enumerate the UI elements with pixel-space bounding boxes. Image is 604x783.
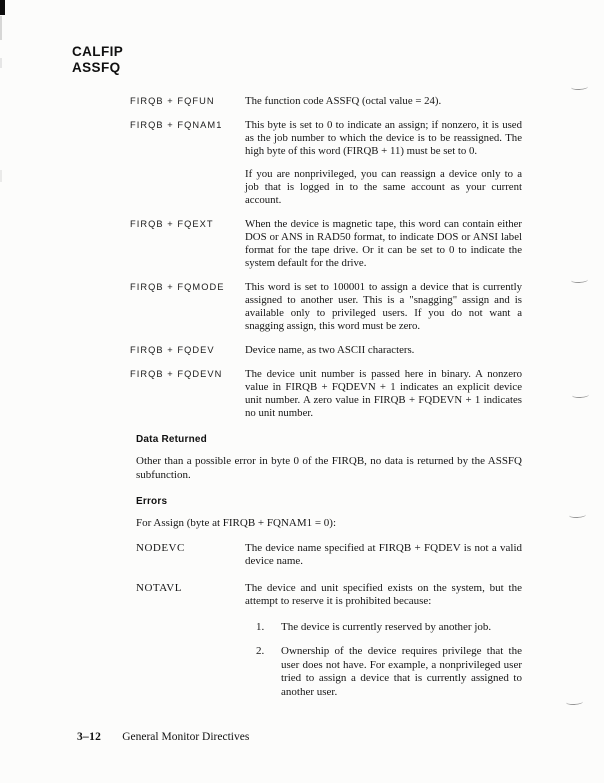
error-paragraph: The device name specified at FIRQB + FQDEV is not a valid device name. — [245, 541, 522, 567]
definition-row — [130, 368, 522, 420]
field-description — [245, 95, 522, 108]
scan-corner-mark — [0, 0, 5, 15]
field-paragraph: This word is set to 100001 to assign a device that is currently assigned to another user. This is a "snagging" assign and is available only to privileged users. If you do not want a snagging assign, this word must be zero. — [245, 281, 522, 332]
field-label: FIRQB + FQFUN — [130, 96, 215, 106]
reason-number: 2. — [256, 645, 265, 657]
field-label: FIRQB + FQDEVN — [130, 369, 223, 379]
field-label: FIRQB + FQEXT — [130, 219, 214, 229]
reason-text: The device is currently reserved by another job. — [281, 620, 492, 633]
scan-edge-streak — [0, 16, 2, 40]
page-curl-mark — [569, 512, 586, 519]
definition-row — [130, 218, 522, 270]
section-heading-data-returned: Data Returned — [136, 434, 207, 445]
field-label: FIRQB + FQNAM1 — [130, 120, 223, 130]
field-paragraph: The device unit number is passed here in binary. A nonzero value in FIRQB + FQDEVN + 1 indicates an explicit device unit number. A zero value in FIRQB + FQDEVN + 1 indicates no unit number. — [245, 368, 522, 419]
reason-list — [245, 621, 522, 700]
reason-item — [245, 621, 522, 635]
field-description — [245, 281, 522, 333]
page-footer — [77, 731, 249, 743]
definition-row — [130, 95, 522, 108]
scan-edge-streak — [0, 58, 2, 68]
page-curl-mark — [571, 84, 588, 91]
field-paragraph: This byte is set to 0 to indicate an assign; if nonzero, it is used as the job number to which the device is to be reassigned. The high byte of this word (FIRQB + 11) must be set to 0. — [245, 119, 522, 157]
field-paragraph: Device name, as two ASCII characters. — [245, 344, 415, 356]
reason-number: 1. — [256, 620, 265, 633]
page-body — [130, 95, 522, 712]
errors-intro: For Assign (byte at FIRQB + FQNAM1 = 0): — [136, 517, 337, 529]
reason-text: Ownership of the device requires privilege that the user does not have. For example, a nonprivileged user tried to assign a device that is currently assigned to another user. — [281, 645, 522, 698]
data-returned-text: Other than a possible error in byte 0 of the FIRQB, no data is returned by the ASSFQ subfunction. — [136, 455, 522, 481]
page-curl-mark — [566, 699, 583, 706]
field-label: FIRQB + FQMODE — [130, 282, 225, 292]
definition-row — [130, 281, 522, 333]
reason-item — [245, 645, 522, 699]
field-description — [245, 344, 522, 357]
field-label: FIRQB + FQDEV — [130, 345, 215, 355]
error-row — [136, 582, 522, 700]
running-head-subfunction: ASSFQ — [72, 60, 121, 75]
page-curl-mark — [572, 392, 589, 399]
error-row — [136, 542, 522, 569]
section-heading-errors: Errors — [136, 496, 168, 507]
field-description — [245, 368, 522, 420]
field-description — [245, 218, 522, 270]
scan-edge-streak — [0, 170, 2, 182]
error-description — [245, 542, 522, 569]
definition-row — [130, 344, 522, 357]
error-code: NODEVC — [136, 541, 185, 554]
error-description — [245, 582, 522, 700]
running-head-directive: CALFIP — [72, 44, 124, 59]
footer-title: General Monitor Directives — [122, 731, 250, 743]
page-curl-mark — [571, 277, 588, 284]
definition-row — [130, 119, 522, 207]
running-head — [72, 44, 123, 76]
page-number: 3–12 — [77, 731, 102, 743]
field-paragraph: When the device is magnetic tape, this word can contain either DOS or ANS in RAD50 format, to indicate DOS or ANSI label format for the tape drive. Or it can be set to 0 to indicate the system default for the drive. — [245, 218, 522, 269]
field-paragraph: The function code ASSFQ (octal value = 24). — [245, 95, 442, 107]
error-paragraph: The device and unit specified exists on the system, but the attempt to reserve it is prohibited because: — [245, 581, 522, 607]
field-description — [245, 119, 522, 207]
error-code: NOTAVL — [136, 581, 182, 594]
field-paragraph: If you are nonprivileged, you can reassign a device only to a job that is logged in to the same account as your current account. — [245, 168, 522, 206]
